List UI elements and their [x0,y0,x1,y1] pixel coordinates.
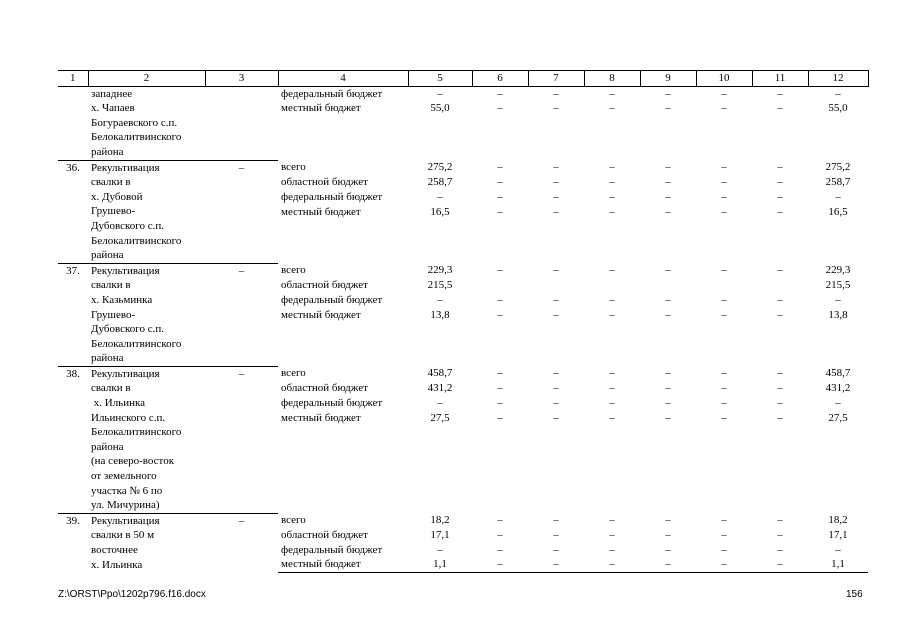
item-name-line: Ильинского с.п. [91,411,166,424]
page-number: 156 [846,589,863,600]
amount-cell: – [721,190,727,203]
amount-cell: – [609,397,615,410]
funding-source: федеральный бюджет [281,397,383,410]
amount-cell: 229,3 [427,264,453,277]
column-number: 10 [696,71,752,87]
item-name [88,86,205,160]
item-name [88,513,205,572]
amount-cell: 258,7 [427,175,453,188]
funding-source: всего [281,367,306,380]
funding-source: местный бюджет [281,205,361,218]
empty-cell [640,116,696,160]
amount-cell: – [553,205,559,218]
amount-cell: – [721,264,727,277]
executor-cell: – [205,263,278,366]
funding-source: федеральный бюджет [281,543,383,556]
empty-cell [528,323,584,367]
column-number: 11 [752,71,808,87]
empty-cell [408,116,472,160]
funding-source: местный бюджет [281,411,361,424]
amount-cell: – [777,175,783,188]
amount-cell: – [665,397,671,410]
empty-cell [696,426,752,514]
amount-cell: 275,2 [427,161,453,174]
item-name-line: (на северо-восток [91,455,175,468]
amount-cell: – [553,367,559,380]
item-name-line: х. Ильинка [91,558,143,571]
amount-cell: 1,1 [408,557,472,572]
amount-cell: – [609,175,615,188]
column-number: 6 [472,71,528,87]
amount-cell: – [553,102,559,115]
item-name-line: Дубовского с.п. [91,323,165,336]
amount-cell: 55,0 [430,102,450,115]
amount-cell: – [696,557,752,572]
empty-cell [808,323,868,367]
item-name-line: Рекультивация [91,514,160,527]
item-name-line: Белокалитвинского [91,234,182,247]
empty-cell [808,116,868,160]
funding-source: местный бюджет [278,557,408,572]
amount-cell: – [553,543,559,556]
amount-cell: – [528,557,584,572]
item-name [88,263,205,366]
amount-cell: – [553,190,559,203]
amount-cell: – [777,543,783,556]
amount-cell: – [665,175,671,188]
amount-cell: – [609,205,615,218]
empty-cell [752,116,808,160]
amount-cell [528,278,584,293]
file-path: Z:\ORST\Ppo\1202p796.f16.docx [58,589,206,600]
amount-cell: – [497,190,503,203]
amount-cell: – [721,293,727,306]
amount-cell: – [665,543,671,556]
item-name-line: свалки в [91,382,131,395]
amount-cell: – [609,190,615,203]
amount-cell: – [497,543,503,556]
amount-cell: – [721,514,727,527]
empty-cell [408,323,472,367]
amount-cell: – [721,543,727,556]
table-row [58,86,868,101]
amount-cell: – [777,87,783,100]
amount-cell: 27,5 [430,411,450,424]
amount-cell: 17,1 [430,528,450,541]
amount-cell: – [497,175,503,188]
total-cell: 458,7 [825,367,851,380]
amount-cell: – [777,161,783,174]
item-number: 36. [58,160,88,263]
empty-cell [528,116,584,160]
empty-cell [278,323,408,367]
amount-cell: – [777,293,783,306]
amount-cell: – [777,367,783,380]
amount-cell: – [553,397,559,410]
item-name-line: Белокалитвинского [91,337,182,350]
amount-cell [472,278,528,293]
amount-cell: – [497,382,503,395]
amount-cell: – [777,102,783,115]
empty-cell [696,323,752,367]
amount-cell: – [553,175,559,188]
column-number: 8 [584,71,640,87]
empty-cell [752,323,808,367]
amount-cell: – [609,293,615,306]
amount-cell: – [553,514,559,527]
amount-cell: – [553,161,559,174]
total-cell: 18,2 [828,514,848,527]
column-number: 4 [278,71,408,87]
amount-cell: – [721,308,727,321]
amount-cell: 458,7 [427,367,453,380]
amount-cell: – [777,190,783,203]
amount-cell: 431,2 [427,382,453,395]
amount-cell: – [640,557,696,572]
empty-cell [752,219,808,263]
empty-cell [472,116,528,160]
empty-cell [278,426,408,514]
amount-cell: – [665,411,671,424]
amount-cell: – [721,175,727,188]
empty-cell [752,426,808,514]
amount-cell: – [665,102,671,115]
total-cell: 1,1 [808,557,868,572]
item-name [88,366,205,513]
amount-cell: – [665,87,671,100]
table-row [58,263,868,278]
empty-cell [640,426,696,514]
amount-cell: – [721,102,727,115]
amount-cell: – [721,528,727,541]
amount-cell: 13,8 [430,308,450,321]
amount-cell: – [752,557,808,572]
empty-cell [640,219,696,263]
amount-cell: – [665,161,671,174]
item-number [58,86,88,160]
total-cell: – [835,293,841,306]
amount-cell: – [665,528,671,541]
amount-cell: – [721,382,727,395]
amount-cell: – [665,293,671,306]
amount-cell: – [777,205,783,218]
item-name-line: Белокалитвинского [91,426,182,439]
amount-cell: – [553,308,559,321]
funding-source: федеральный бюджет [281,293,383,306]
funding-source: областной бюджет [281,382,368,395]
empty-cell [696,116,752,160]
item-name-line: х. Казьминка [91,293,153,306]
amount-cell: – [609,514,615,527]
funding-source: федеральный бюджет [281,87,383,100]
amount-cell: – [777,308,783,321]
item-number: 39. [58,513,88,572]
total-cell: 431,2 [825,382,851,395]
amount-cell: – [553,264,559,277]
executor-cell [205,86,278,160]
column-number: 7 [528,71,584,87]
amount-cell: – [609,367,615,380]
total-cell: 215,5 [825,279,851,292]
amount-cell: – [609,543,615,556]
empty-cell [584,219,640,263]
item-name-line: х. Чапаев [91,102,135,115]
item-name-line: Грушево- [91,205,136,218]
funding-source: областной бюджет [281,279,368,292]
funding-source: всего [281,161,306,174]
amount-cell: – [665,382,671,395]
amount-cell: – [777,514,783,527]
amount-cell: – [609,382,615,395]
amount-cell: – [665,514,671,527]
amount-cell: – [721,161,727,174]
amount-cell: – [609,411,615,424]
total-cell: 16,5 [828,205,848,218]
amount-cell: – [609,102,615,115]
amount-cell: – [665,205,671,218]
amount-cell [696,278,752,293]
item-name-line: участка № 6 по [91,484,163,497]
item-name-line: свалки в [91,279,131,292]
amount-cell: – [437,293,443,306]
amount-cell: – [721,411,727,424]
funding-source: всего [281,264,306,277]
item-name-line: Рекультивация [91,264,160,277]
funding-source: местный бюджет [281,308,361,321]
empty-cell [408,219,472,263]
empty-cell [584,323,640,367]
amount-cell: – [497,205,503,218]
item-name-line: Богураевского с.п. [91,116,178,129]
item-name-line: Рекультивация [91,367,160,380]
amount-cell: – [777,528,783,541]
empty-cell [640,323,696,367]
column-number: 12 [808,71,868,87]
item-number: 38. [58,366,88,513]
amount-cell: – [497,367,503,380]
amount-cell: – [497,411,503,424]
executor-cell: – [205,366,278,513]
budget-table [58,70,869,573]
table-body [58,71,868,573]
amount-cell: – [609,161,615,174]
amount-cell: – [609,308,615,321]
item-name [88,160,205,263]
amount-cell: – [584,557,640,572]
funding-source: федеральный бюджет [281,190,383,203]
amount-cell: – [553,411,559,424]
amount-cell: – [497,102,503,115]
table-row [58,366,868,381]
empty-cell [528,219,584,263]
column-number: 1 [58,71,88,87]
empty-cell [278,116,408,160]
amount-cell [752,278,808,293]
total-cell: 275,2 [825,161,851,174]
amount-cell: 16,5 [430,205,450,218]
amount-cell: – [609,87,615,100]
item-name-line: ул. Мичурина) [91,499,160,512]
item-name-line: района [91,145,124,158]
item-name-line: от земельного [91,470,157,483]
amount-cell: – [497,397,503,410]
item-name-line: западнее [91,87,133,100]
empty-cell [808,426,868,514]
amount-cell: – [721,397,727,410]
amount-cell: – [721,205,727,218]
amount-cell: – [665,190,671,203]
empty-cell [584,426,640,514]
amount-cell: – [777,411,783,424]
total-cell: 27,5 [828,411,848,424]
amount-cell: – [609,528,615,541]
item-name-line: Белокалитвинского [91,131,182,144]
empty-cell [472,219,528,263]
column-number: 5 [408,71,472,87]
amount-cell: 215,5 [427,279,453,292]
amount-cell: – [497,293,503,306]
funding-source: местный бюджет [281,102,361,115]
amount-cell: – [437,87,443,100]
amount-cell: – [721,87,727,100]
item-name-line: Дубовского с.п. [91,219,165,232]
executor-cell: – [205,160,278,263]
amount-cell: – [437,543,443,556]
amount-cell: – [777,264,783,277]
empty-cell [584,116,640,160]
total-cell: – [835,190,841,203]
funding-source: областной бюджет [281,528,368,541]
amount-cell: – [553,382,559,395]
table-row [58,160,868,175]
total-cell: 258,7 [825,175,851,188]
amount-cell: – [609,264,615,277]
empty-cell [278,219,408,263]
funding-source: всего [281,514,306,527]
amount-cell: – [665,264,671,277]
empty-cell [472,426,528,514]
amount-cell [640,278,696,293]
total-cell: – [835,87,841,100]
amount-cell: – [497,161,503,174]
item-name-line: х. Дубовой [91,190,143,203]
amount-cell [584,278,640,293]
total-cell: 13,8 [828,308,848,321]
amount-cell: – [472,557,528,572]
item-name-line: района [91,440,124,453]
empty-cell [408,426,472,514]
total-cell: 55,0 [828,102,848,115]
item-number: 37. [58,263,88,366]
empty-cell [696,219,752,263]
item-name-line: свалки в 50 м [91,529,155,542]
empty-cell [528,426,584,514]
empty-cell [472,323,528,367]
column-number: 9 [640,71,696,87]
amount-cell: – [777,397,783,410]
amount-cell: – [497,528,503,541]
item-name-line: Грушево- [91,308,136,321]
item-name-line: х. Ильинка [91,397,146,410]
header-row [58,71,868,87]
amount-cell: – [777,382,783,395]
item-name-line: района [91,352,124,365]
amount-cell: – [437,397,443,410]
amount-cell: – [553,528,559,541]
item-name-line: района [91,249,124,262]
amount-cell: – [665,308,671,321]
amount-cell: – [553,87,559,100]
column-number: 2 [88,71,205,87]
item-name-line: восточнее [91,544,138,556]
executor-cell: – [205,513,278,572]
total-cell: 229,3 [825,264,851,277]
amount-cell: – [721,367,727,380]
item-name-line: Рекультивация [91,161,160,174]
total-cell: – [835,397,841,410]
amount-cell: – [497,87,503,100]
amount-cell: – [553,293,559,306]
amount-cell: – [665,367,671,380]
amount-cell: 18,2 [430,514,450,527]
column-number: 3 [205,71,278,87]
amount-cell: – [497,514,503,527]
amount-cell: – [437,190,443,203]
item-name-line: свалки в [91,176,131,189]
total-cell: 17,1 [828,528,848,541]
total-cell: – [835,543,841,556]
empty-cell [808,219,868,263]
funding-source: областной бюджет [281,175,368,188]
amount-cell: – [497,308,503,321]
amount-cell: – [497,264,503,277]
table-row [58,513,868,528]
